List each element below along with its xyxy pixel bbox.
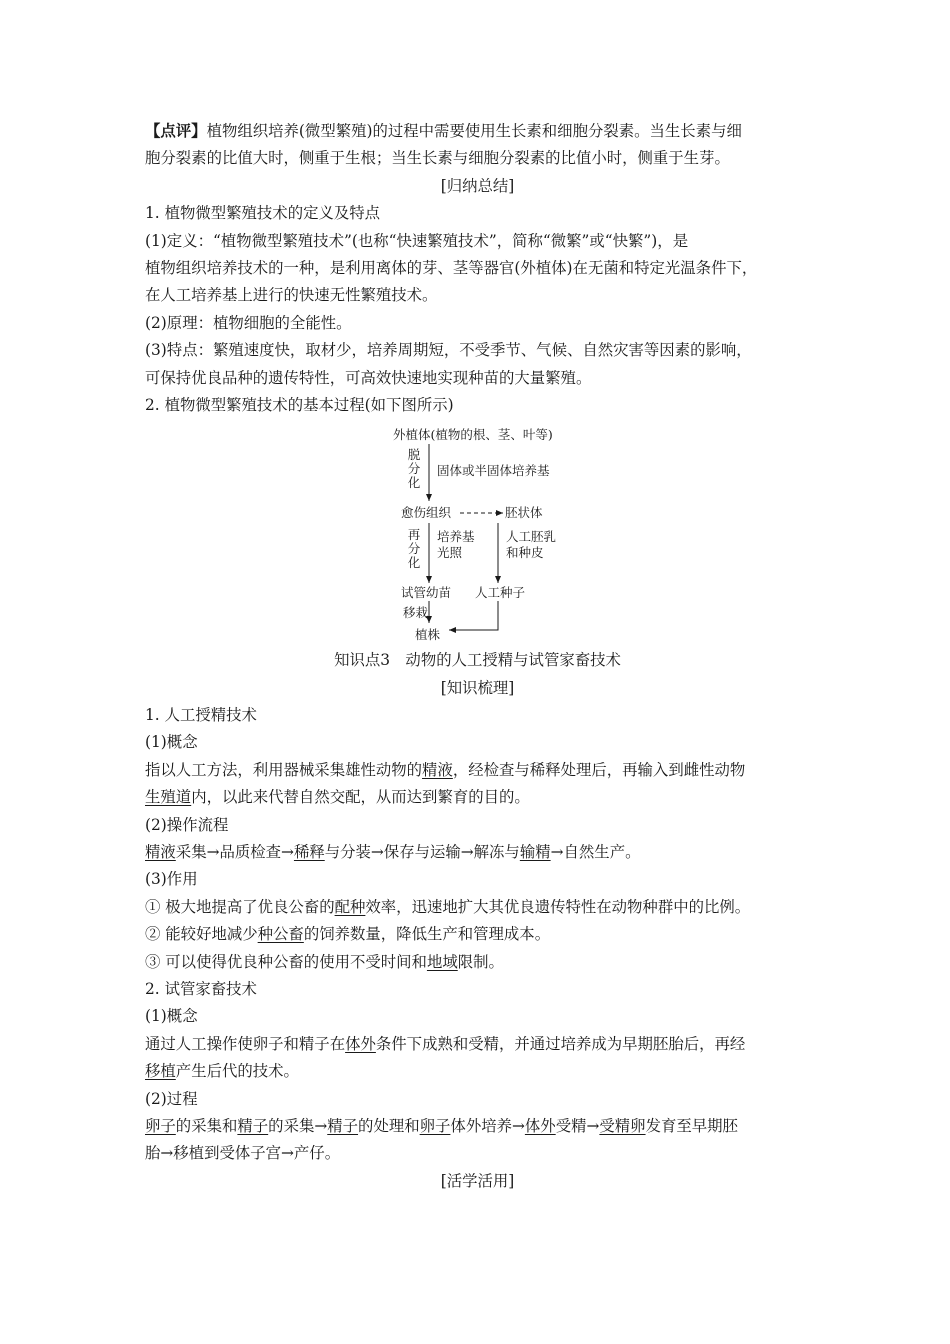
embryoid-label: 胚状体 — [505, 505, 543, 521]
answer-blank: 精液 — [422, 760, 453, 779]
definition-line-1: (1)定义：“植物微型繁殖技术”(也称“快速繁殖技术”，简称“微繁”或“快繁”)，是 — [145, 231, 689, 250]
medium-2-label-2: 光照 — [437, 545, 463, 561]
tt-process-line-1: 卵子的采集和精子的采集→精子的处理和卵子体外培养→体外受精→受精卵发育至早期胚 — [145, 1116, 738, 1135]
knowledge-review-heading: [知识梳理] — [440, 678, 515, 697]
review-tag: 【点评】 — [145, 122, 207, 140]
answer-blank: 输精 — [519, 843, 551, 862]
ai-concept-label: (1)概念 — [145, 733, 198, 752]
answer-blank: 体外 — [524, 1116, 556, 1135]
features-line-2: 可保持优良品种的遗传特性，可高效快速地实现种苗的大量繁殖。 — [145, 368, 592, 387]
document-page — [145, 118, 810, 1195]
redifferentiation-label: 再分化 — [407, 527, 421, 571]
answer-blank: 精子 — [327, 1116, 359, 1135]
medium-2-label-1: 培养基 — [437, 529, 475, 545]
ai-title: 1. 人工授精技术 — [145, 706, 257, 725]
principle-line: (2)原理：植物细胞的全能性。 — [145, 313, 352, 332]
ai-process-line: 精液采集→品质检查→稀释与分装→保存与运输→解冻与输精→自然生产。 — [145, 843, 641, 862]
answer-blank: 精子 — [237, 1116, 269, 1135]
answer-blank: 受精卵 — [599, 1116, 646, 1135]
section-1-title: 1. 植物微型繁殖技术的定义及特点 — [145, 204, 381, 223]
tt-concept-label: (1)概念 — [145, 1007, 198, 1026]
micropropagation-flow-diagram — [145, 425, 810, 643]
plant-label: 植株 — [415, 627, 441, 643]
answer-blank: 精液 — [145, 843, 176, 862]
endosperm-label-2: 和种皮 — [506, 545, 544, 561]
ai-concept-line-2: 生殖道内，以此来代替自然交配，从而达到繁育的目的。 — [145, 788, 530, 807]
summary-heading: [归纳总结] — [440, 176, 515, 195]
answer-blank: 生殖道 — [145, 788, 192, 807]
ai-effect-label: (3)作用 — [145, 870, 198, 889]
features-line-1: (3)特点：繁殖速度快，取材少，培养周期短，不受季节、气候、自然灾害等因素的影响， — [145, 341, 752, 360]
endosperm-label-1: 人工胚乳 — [506, 529, 557, 545]
callus-label: 愈伤组织 — [401, 505, 452, 521]
answer-blank: 地域 — [426, 952, 458, 971]
review-line-2: 胞分裂素的比值大时，侧重于生根；当生长素与细胞分裂素的比值小时，侧重于生芽。 — [145, 149, 730, 168]
dedifferentiation-label: 脱分化 — [407, 447, 421, 491]
definition-line-3: 在人工培养基上进行的快速无性繁殖技术。 — [145, 286, 438, 305]
ai-effect-2: ② 能较好地减少种公畜的饲养数量，降低生产和管理成本。 — [145, 925, 551, 944]
section-2-title: 2. 植物微型繁殖技术的基本过程(如下图所示) — [145, 395, 454, 414]
answer-blank: 种公畜 — [257, 925, 304, 944]
answer-blank: 卵子 — [145, 1116, 176, 1135]
tt-title: 2. 试管家畜技术 — [145, 979, 257, 998]
practice-heading: [活学活用] — [440, 1171, 515, 1190]
tt-concept-line-1: 通过人工操作使卵子和精子在体外条件下成熟和受精，并通过培养成为早期胚胎后，再经 — [145, 1034, 746, 1053]
artificial-seed-label: 人工种子 — [475, 585, 526, 601]
transplant-label: 移栽 — [403, 605, 429, 621]
medium-1-label: 固体或半固体培养基 — [437, 463, 550, 479]
explant-label: 外植体(植物的根、茎、叶等) — [393, 427, 553, 443]
ai-effect-1: ① 极大地提高了优良公畜的配种效率，迅速地扩大其优良遗传特性在动物种群中的比例。 — [145, 897, 751, 916]
diagram-arrows — [145, 425, 810, 643]
ai-effect-3: ③ 可以使得优良种公畜的使用不受时间和地域限制。 — [145, 952, 504, 971]
answer-blank: 卵子 — [419, 1116, 451, 1135]
answer-blank: 稀释 — [293, 843, 325, 862]
ai-process-label: (2)操作流程 — [145, 815, 229, 834]
answer-blank: 移植 — [145, 1062, 176, 1081]
tt-concept-line-2: 移植产生后代的技术。 — [145, 1062, 299, 1081]
ai-concept-line-1: 指以人工方法，利用器械采集雄性动物的精液，经检查与稀释处理后，再输入到雌性动物 — [145, 760, 746, 779]
seedling-label: 试管幼苗 — [401, 585, 452, 601]
review-line-1: 【点评】植物组织培养(微型繁殖)的过程中需要使用生长素和细胞分裂素。当生长素与细 — [145, 122, 742, 140]
tt-process-line-2: 胎→移植到受体子宫→产仔。 — [145, 1144, 341, 1163]
tt-process-label: (2)过程 — [145, 1089, 198, 1108]
arrow-seed-to-plant — [449, 601, 498, 630]
definition-line-2: 植物组织培养技术的一种，是利用离体的芽、茎等器官(外植体)在无菌和特定光温条件下， — [145, 258, 758, 277]
answer-blank: 配种 — [334, 897, 366, 916]
knowledge-point-3-title: 知识点3 动物的人工授精与试管家畜技术 — [334, 651, 621, 670]
answer-blank: 体外 — [345, 1034, 376, 1053]
